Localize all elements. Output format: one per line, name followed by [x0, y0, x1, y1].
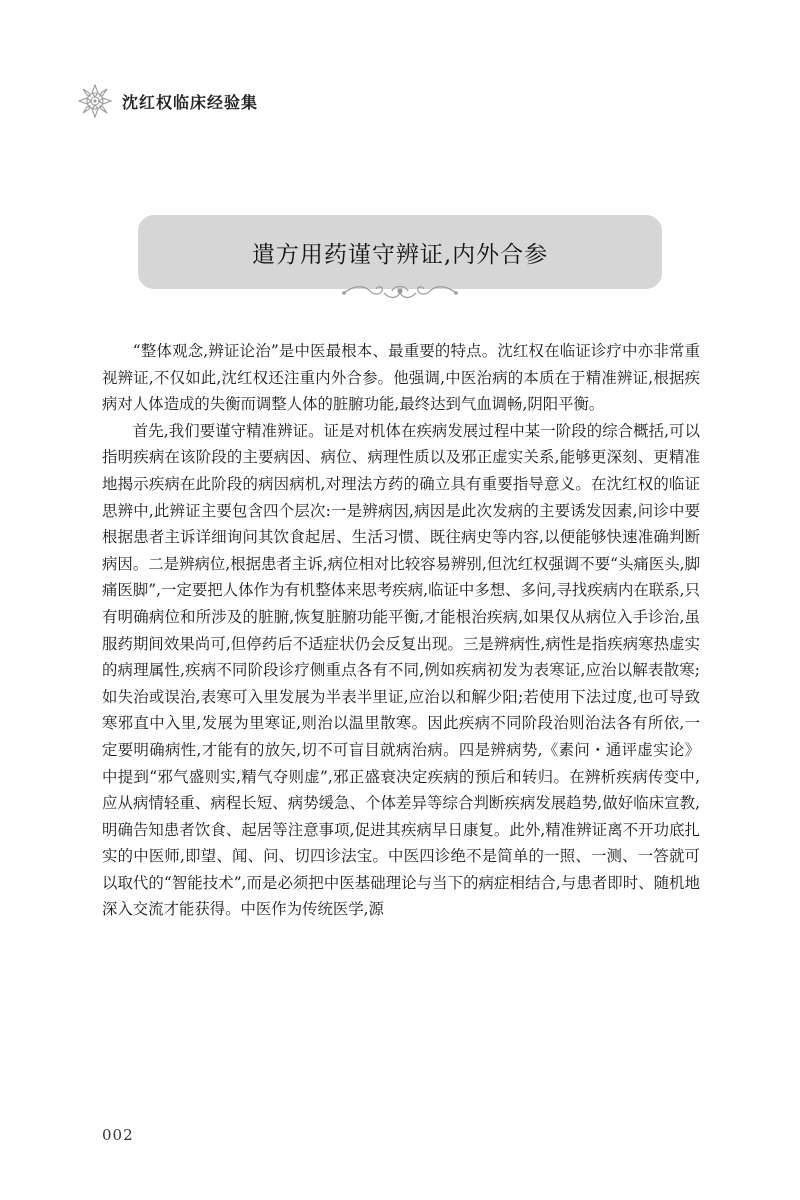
- body-text: [102, 338, 700, 923]
- book-title: 沈红权临床经验集: [122, 92, 259, 112]
- flourish-divider-icon: [340, 281, 460, 305]
- chapter-title: 遣方用药谨守辨证,内外合参: [251, 241, 549, 268]
- running-header: [78, 84, 258, 118]
- lotus-ornament-icon: [78, 84, 112, 118]
- paragraph: “整体观念,辨证论治”是中医最根本、最重要的特点。沈红权在临证诊疗中亦非常重视辨证,不仅如此,沈红权还注重内外合参。他强调,中医治病的本质在于精准辨证,根据疾病对人体造成的失衡而调整人体的脏腑功能,最终达到气血调畅,阴阳平衡。: [102, 342, 700, 414]
- paragraph: 首先,我们要谨守精准辨证。证是对机体在疾病发展过程中某一阶段的综合概括,可以指明疾病在该阶段的主要病因、病位、病理性质以及邪正虚实关系,能够更深刻、更精准地揭示疾病在此阶段的病因病机,对理法方药的确立具有重要指导意义。在沈红权的临证思辨中,此辨证主要包含四个层次:一是辨病因,病因是此次发病的主要诱发因素,问诊中要根据患者主诉详细询问其饮食起居、生活习惯、既往病史等内容,以便能够快速准确判断病因。二是辨病位,根据患者主诉,病位相对比较容易辨别,但沈红权强调不要“头痛医头,脚痛医脚”,一定要把人体作为有机整体来思考疾病,临证中多想、多问,寻找疾病内在联系,只有明确病位和所涉及的脏腑,恢复脏腑功能平衡,才能根治疾病,如果仅从病位入手诊治,虽服药期间效果尚可,但停药后不适症状仍会反复出现。三是辨病性,病性是指疾病寒热虚实的病理属性,疾病不同阶段诊疗侧重点各有不同,例如疾病初发为表寒证,应治以解表散寒;如失治或误治,表寒可入里发展为半表半里证,应治以和解少阳;若使用下法过度,也可导致寒邪直中入里,发展为里寒证,则治以温里散寒。因此疾病不同阶段治则治法各有所依,一定要明确病性,才能有的放矢,切不可盲目就病治病。四是辨病势,《素问・通评虚实论》中提到“邪气盛则实,精气夺则虚”,邪正盛衰决定疾病的预后和转归。在辨析疾病传变中,应从病情轻重、病程长短、病势缓急、个体差异等综合判断疾病发展趋势,做好临床宣教,明确告知患者饮食、起居等注意事项,促进其疾病早日康复。此外,精准辨证离不开功底扎实的中医师,即望、闻、问、切四诊法宝。中医四诊绝不是简单的一照、一测、一答就可以取代的“智能技术”,而是必须把中医基础理论与当下的病症相结合,与患者即时、随机地深入交流才能获得。中医作为传统医学,源: [102, 421, 700, 919]
- chapter-title-banner: [138, 215, 662, 289]
- page-number: 002: [102, 1126, 134, 1144]
